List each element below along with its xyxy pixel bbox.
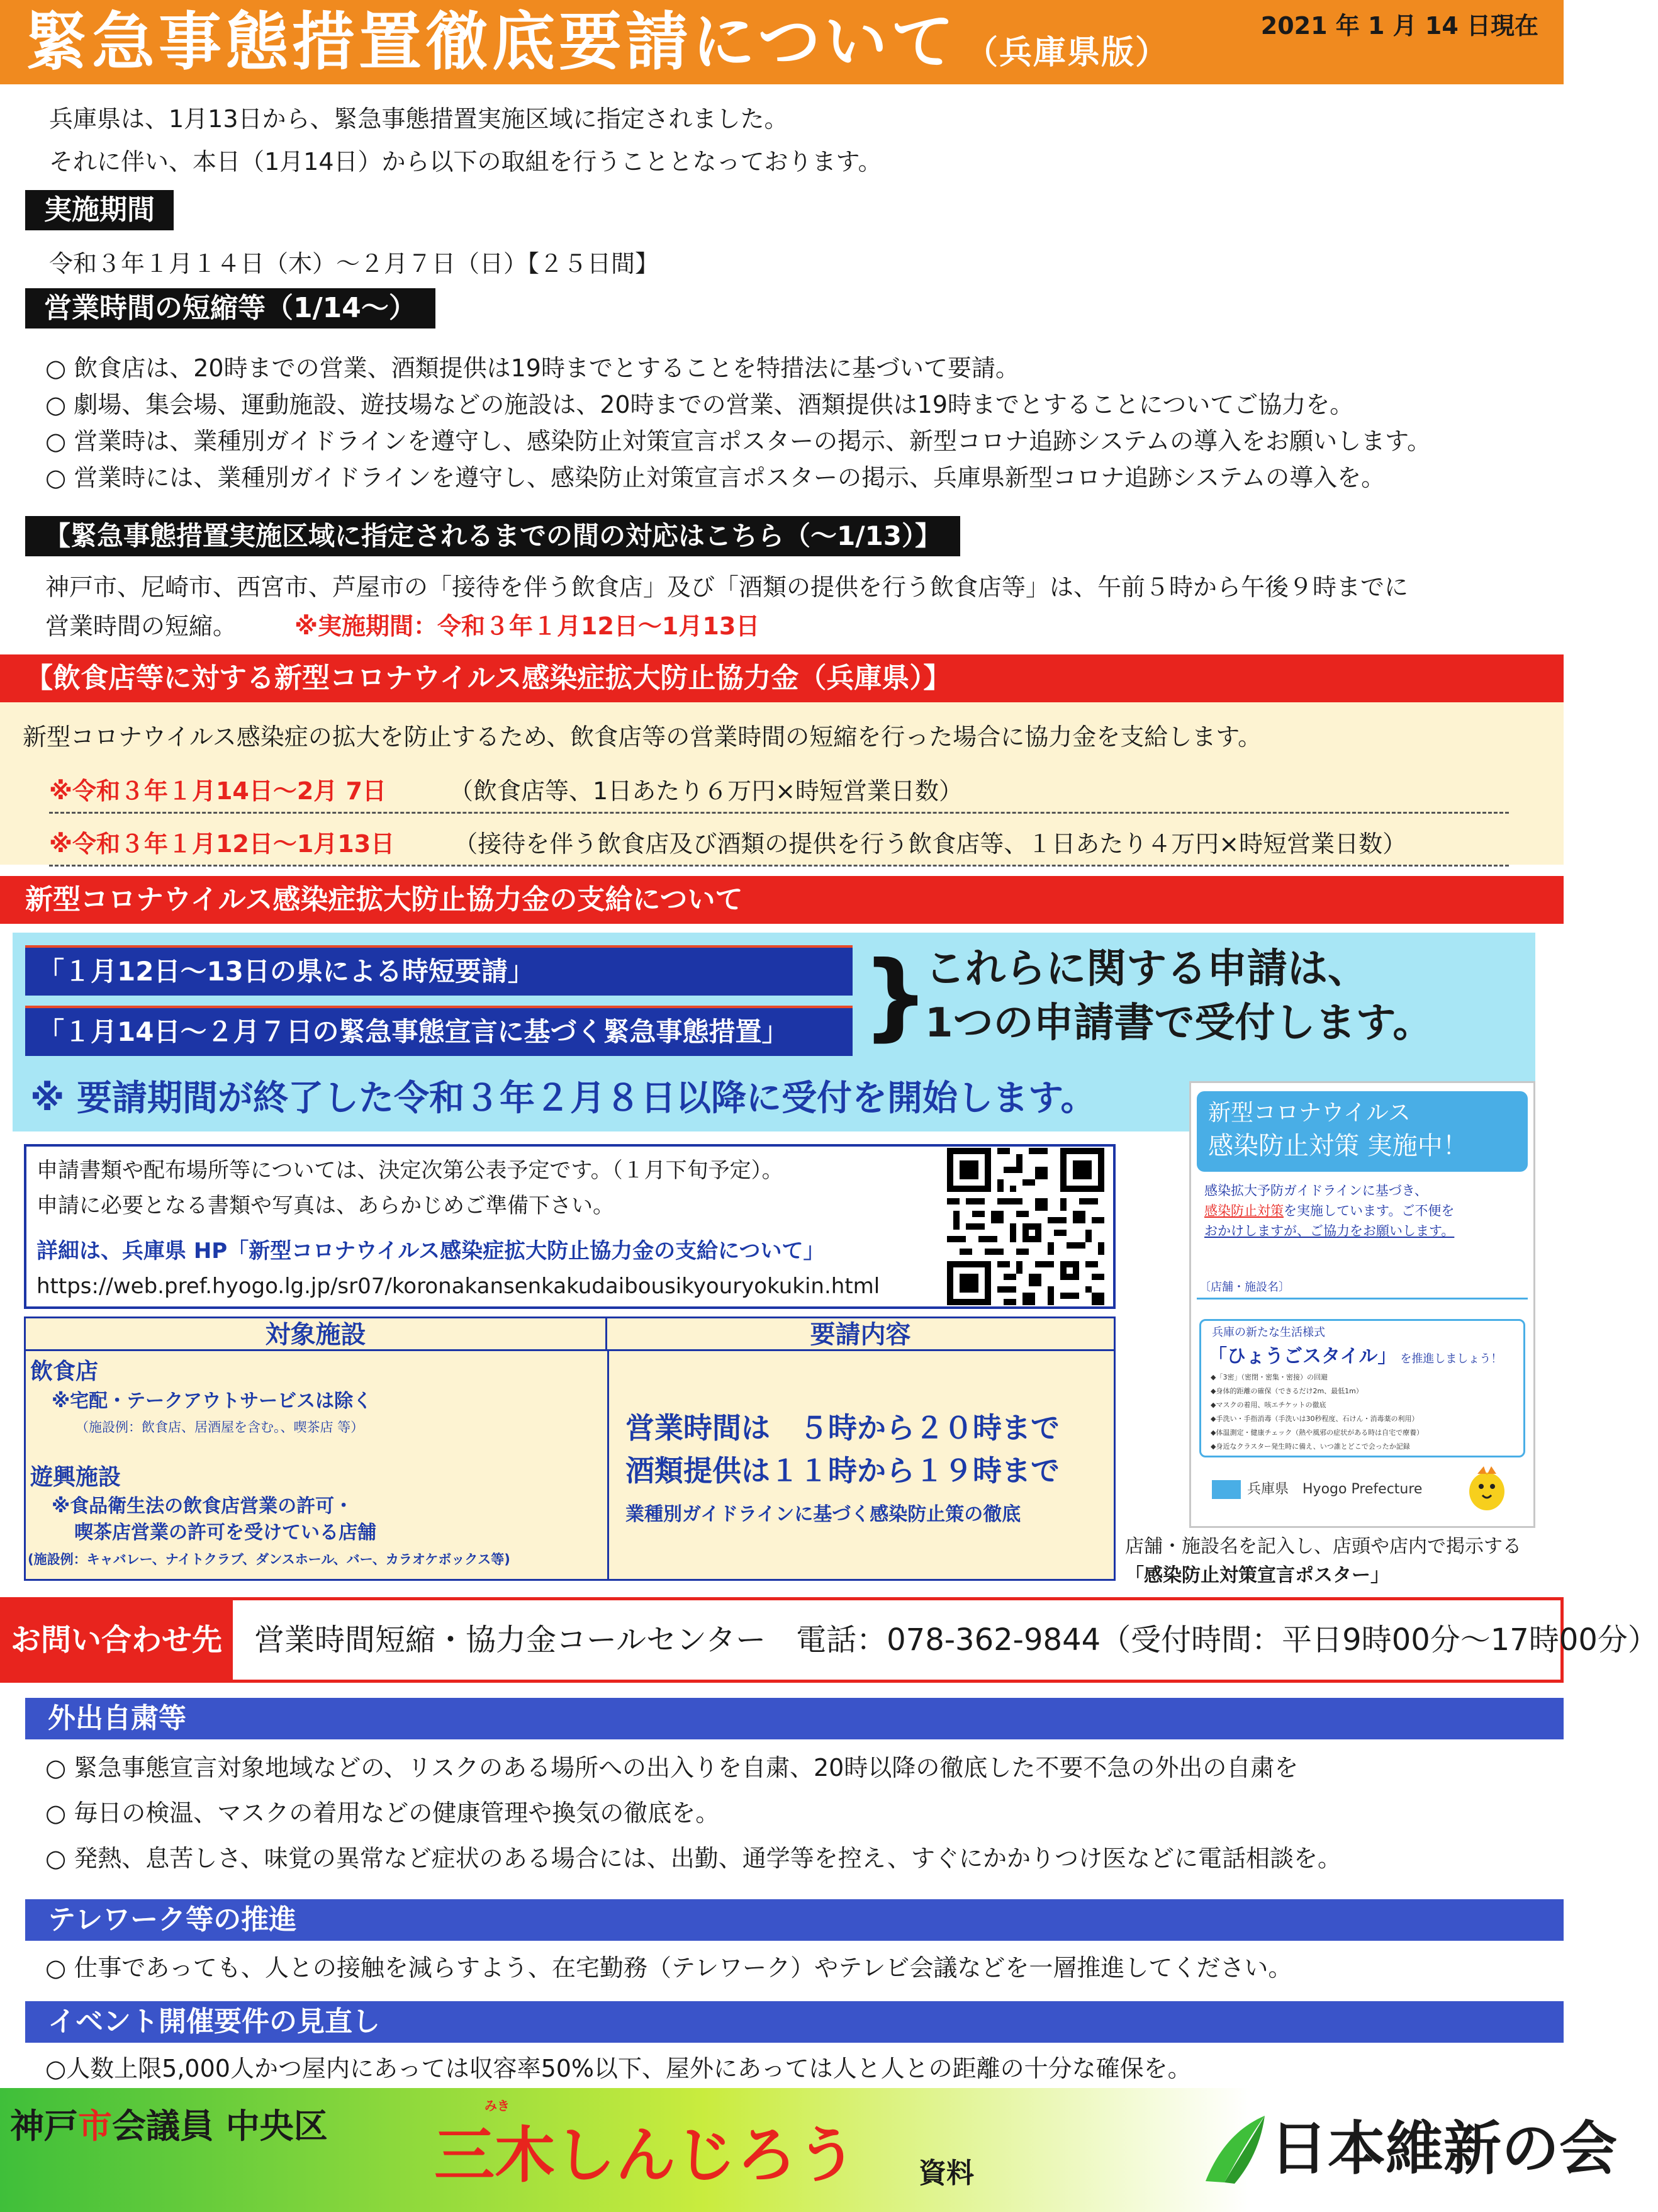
mascot-icon: [1459, 1459, 1515, 1515]
acceptance-notice: ※ 要請期間が終了した令和３年２月８日以降に受付を開始します。: [30, 1078, 1096, 1119]
as-of-date: 2021 年 1 月 14 日現在: [1260, 12, 1538, 40]
request-hours: 営業時間は ５時から２０時まで: [625, 1411, 1060, 1445]
intro-line-2: それに伴い、本日（1月14日）から以下の取組を行うこととなっております。: [49, 148, 882, 176]
footer-role-c: 会議員 中央区: [112, 2106, 328, 2146]
event-bar: イベント開催要件の見直し: [25, 2001, 1564, 2043]
cooperation-row: [49, 773, 963, 809]
hours-item: ○ 営業時には、業種別ガイドラインを遵守し、感染防止対策宣言ポスターの掲示、兵庫県新型コロナ追跡システムの導入を。: [45, 464, 1386, 491]
poster-caption-2: 「感染防止対策宣言ポスター」: [1125, 1564, 1389, 1586]
poster-org: 兵庫県 Hyogo Prefecture: [1247, 1481, 1423, 1497]
apply-line-2: 1つの申請書で受付します。: [925, 1000, 1433, 1047]
poster-body-2-red: 感染防止対策: [1204, 1203, 1284, 1218]
poster-body-1: 感染拡大予防ガイドラインに基づき、: [1204, 1183, 1428, 1198]
info-line-1: 申請書類や配布場所等については、決定次第公表予定です。（１月下旬予定）。: [36, 1158, 783, 1183]
cooperation-row-period: ※令和３年１月14日～2月 7日: [49, 777, 386, 805]
poster-title-1: 新型コロナウイルス: [1208, 1100, 1411, 1126]
cooperation-bar: 【飲食店等に対する新型コロナウイルス感染症拡大防止協力金（兵庫県）】: [0, 654, 1564, 702]
facility-restaurants: 飲食店: [30, 1359, 99, 1384]
poster-style-tail: を推進しましょう！: [1400, 1352, 1503, 1366]
telework-item: ○ 仕事であっても、人との接触を減らすよう、在宅勤務（テレワーク）やテレビ会議などを一層推進してください。: [45, 1954, 1292, 1982]
facility-amusement-note: ※食品衛生法の飲食店営業の許可・: [52, 1495, 354, 1517]
contact-label: お問い合わせ先: [0, 1597, 233, 1683]
payment-tag-1: 「１月12日～13日の県による時短要請」: [25, 945, 853, 996]
poster-style-title: [1208, 1340, 1502, 1368]
payment-bar: 新型コロナウイルス感染症拡大防止協力金の支給について: [0, 876, 1564, 924]
info-line-2: 申請に必要となる書類や写真は、あらかじめご準備下さい。: [36, 1193, 614, 1218]
poster-store-label: 〔店舗・施設名〕: [1199, 1281, 1290, 1294]
footer-role-b: 市: [78, 2106, 112, 2146]
facility-amusement-note: 喫茶店営業の許可を受けている店舗: [74, 1522, 376, 1544]
info-link-label[interactable]: 詳細は、兵庫県 HP「新型コロナウイルス感染症拡大防止協力金の支給について」: [36, 1238, 825, 1264]
prior-period-note: ※実施期間：令和３年１月12日～1月13日: [294, 612, 760, 640]
brace-icon: }: [862, 941, 929, 1051]
poster-bullet: ◆手洗い・手指消毒（手洗いは30秒程度、石けん・消毒薬の利用）: [1211, 1415, 1419, 1423]
poster-bullet: ◆身体的距離の確保（できるだけ2m、最低1m）: [1211, 1387, 1363, 1395]
outing-item: ○ 発熱、息苦しさ、味覚の異常など症状のある場合には、出勤、通学等を控え、すぐにかかりつけ医などに電話相談を。: [45, 1844, 1342, 1872]
outing-bar: 外出自粛等: [25, 1698, 1564, 1739]
facility-amusement: 遊興施設: [30, 1464, 121, 1490]
footer-material: 資料: [919, 2157, 974, 2189]
hours-item: ○ 劇場、集会場、運動施設、遊技場などの施設は、20時までの営業、酒類提供は19時までとすることについてご協力を。: [45, 391, 1354, 418]
request-alcohol: 酒類提供は１１時から１９時まで: [625, 1454, 1060, 1488]
contact-info: 営業時間短縮・協力金コールセンター 電話：078-362-9844（受付時間：平日9時00分～17時00分）: [254, 1622, 1658, 1658]
poster-style-name: 「ひょうごスタイル」: [1208, 1345, 1397, 1367]
poster-body-3: おかけしますが、ご協力をお願いします。: [1204, 1223, 1455, 1238]
poster-caption-1: 店舗・施設名を記入し、店頭や店内で掲示する: [1125, 1535, 1521, 1558]
facility-amusement-example: (施設例：キャバレー、ナイトクラブ、ダンスホール、バー、カラオケボックス等): [28, 1552, 510, 1567]
poster-body-2: [1204, 1201, 1454, 1221]
intro-line-1: 兵庫県は、1月13日から、緊急事態措置実施区域に指定されました。: [49, 105, 788, 133]
title-region: （兵庫県版）: [965, 34, 1170, 72]
cooperation-desc: 新型コロナウイルス感染症の拡大を防止するため、飲食店等の営業時間の短縮を行った場合に協力金を支給します。: [23, 723, 1262, 751]
poster-bullet: ◆体温測定・健康チェック（熱や風邪の症状がある時は自宅で療養）: [1211, 1429, 1424, 1437]
poster-title-2: 感染防止対策 実施中！: [1208, 1131, 1468, 1160]
divider: [49, 812, 1509, 814]
poster-bullet: ◆「3密」（密閉・密集・密接）の回避: [1211, 1373, 1328, 1381]
payment-tag-2: 「１月14日～２月７日の緊急事態宣言に基づく緊急事態措置」: [25, 1006, 853, 1056]
poster-bullet: ◆マスクの着用、咳エチケットの徹底: [1211, 1401, 1326, 1409]
prior-line-2: [45, 608, 759, 644]
prior-line-1: 神戸市、尼崎市、西宮市、芦屋市の「接待を伴う飲食店」及び「酒類の提供を行う飲食店等」は、午前５時から午後９時までに: [45, 573, 1409, 601]
outing-item: ○ 緊急事態宣言対象地域などの、リスクのある場所への出入りを自粛、20時以降の徹底した不要不急の外出の自粛を: [45, 1754, 1299, 1782]
qr-code-icon[interactable]: [947, 1148, 1104, 1305]
table-header-request: 要請内容: [607, 1318, 1114, 1351]
footer-role-a: 神戸: [10, 2106, 78, 2146]
event-item: ○人数上限5,000人かつ屋内にあっては収容率50%以下、屋外にあっては人と人との距離の十分な確保を。: [45, 2055, 1192, 2082]
title-text: 緊急事態措置徹底要請について: [25, 5, 958, 79]
party-logo-icon: [1199, 2112, 1269, 2187]
info-url[interactable]: https://web.pref.hyogo.lg.jp/sr07/koronakansenkakudaibousikyouryokukin.html: [36, 1274, 880, 1299]
poster-divider: [1197, 1298, 1528, 1300]
facility-restaurants-example: （施設例：飲食店、居酒屋を含む。、喫茶店 等）: [76, 1420, 364, 1435]
poster-body-2-rest: を実施しています。ご不便を: [1284, 1203, 1455, 1218]
hours-label: 営業時間の短縮等（1/14～）: [25, 288, 435, 328]
footer-role: [10, 2104, 328, 2148]
request-guideline: 業種別ガイドラインに基づく感染防止策の徹底: [625, 1503, 1021, 1525]
facility-restaurants-note: ※宅配・テークアウトサービスは除く: [52, 1390, 372, 1412]
table-column-divider: [607, 1351, 609, 1579]
apply-line-1: これらに関する申請は、: [925, 946, 1368, 992]
hours-item: ○ 飲食店は、20時までの営業、酒類提供は19時までとすることを特措法に基づいて要請。: [45, 354, 1019, 382]
outing-item: ○ 毎日の検温、マスクの着用などの健康管理や換気の徹底を。: [45, 1799, 720, 1827]
hours-item: ○ 営業時は、業種別ガイドラインを遵守し、感染防止対策宣言ポスターの掲示、新型コロナ追跡システムの導入をお願いします。: [45, 427, 1431, 455]
telework-bar: テレワーク等の推進: [25, 1899, 1564, 1941]
prior-label: 【緊急事態措置実施区域に指定されるまでの間の対応はこちら（～1/13）】: [25, 516, 960, 556]
cooperation-row-detail: （飲食店等、1日あたり６万円×時短営業日数）: [449, 777, 963, 805]
cooperation-row: [49, 826, 1406, 862]
poster-style-head: 兵庫の新たな生活様式: [1212, 1326, 1325, 1339]
poster-bullets: [1211, 1371, 1423, 1454]
table-header-facility: 対象施設: [26, 1318, 607, 1351]
prior-line-2-text: 営業時間の短縮。: [45, 612, 237, 640]
period-text: 令和３年１月１４日（木）～２月７日（日）【２５日間】: [49, 250, 659, 278]
cooperation-row-detail: （接待を伴う飲食店及び酒類の提供を行う飲食店等、１日あたり４万円×時短営業日数）: [454, 830, 1407, 858]
footer-name: 三木しんじろう: [434, 2120, 857, 2191]
period-label: 実施期間: [25, 190, 174, 230]
divider: [49, 865, 1509, 867]
party-name: 日本維新の会: [1270, 2115, 1618, 2182]
prefecture-logo-icon: [1212, 1480, 1241, 1499]
page-title: [25, 5, 1169, 90]
cooperation-row-period: ※令和３年１月12日～1月13日: [49, 830, 395, 858]
footer-name-ruby: みき: [485, 2098, 510, 2113]
poster-bullet: ◆身近なクラスター発生時に備え、いつ誰とどこで会ったか記録: [1211, 1442, 1410, 1451]
